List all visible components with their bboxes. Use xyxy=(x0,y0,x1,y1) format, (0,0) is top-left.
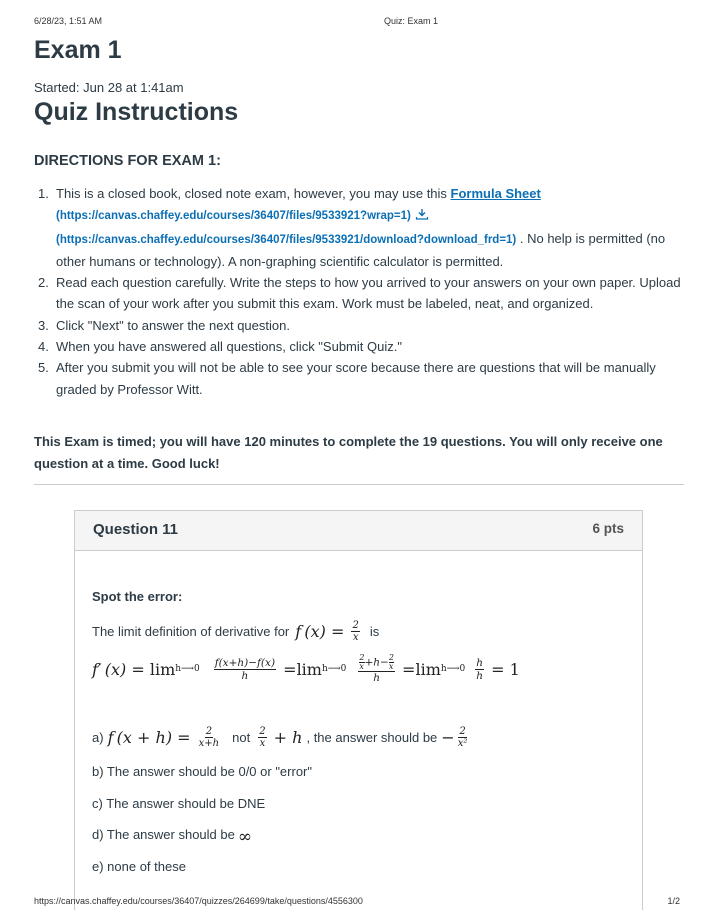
question-points: 6 pts xyxy=(592,521,624,536)
step-text: After you submit you will not be able to see your score because there are questions that will be manually graded by Professor Witt. xyxy=(56,360,656,397)
answer-option-a: a) f (x + h) = $\frac{2}{x+h}$ not $\frac{2}{x}$ + h , the answer should be − $\frac{2}{\text{x²}}$ xyxy=(92,726,468,749)
step-text-continued: . No help is permitted (no other humans or technology). A non-graphing scientific calculator is permitted. xyxy=(56,230,666,269)
page-url: https://canvas.chaffey.edu/courses/36407/quizzes/264699/take/questions/4556300 xyxy=(34,896,363,906)
answer-option-e: e) none of these xyxy=(92,859,186,874)
step-number: 1. xyxy=(38,186,49,201)
directions-heading: DIRECTIONS FOR EXAM 1: xyxy=(34,153,221,169)
step-number: 3. xyxy=(38,317,49,333)
divider xyxy=(34,484,684,485)
option-d-text: d) The answer should be xyxy=(92,827,235,842)
quiz-instructions-heading: Quiz Instructions xyxy=(34,98,239,126)
print-page-title: Quiz: Exam 1 xyxy=(384,16,439,26)
step-number: 2. xyxy=(38,275,49,291)
function-expression: f (x) = xyxy=(295,622,350,641)
exam-title: Exam 1 xyxy=(34,36,122,64)
answer-option-c: c) The answer should be DNE xyxy=(92,796,266,811)
step-text: This is a closed book, closed note exam, however, you may use this xyxy=(56,186,451,201)
step-text: Click "Next" to answer the next question. xyxy=(56,317,290,333)
step-text: Read each question carefully. Write the steps to how you arrived to your answers on your own paper. Upload the scan of your work after you submit this exam. Work must be labeled, neat, and organized. xyxy=(56,275,681,312)
print-datetime: 6/28/23, 1:51 AM xyxy=(34,16,103,26)
option-a-not: not xyxy=(232,730,251,745)
option-a-suffix: , the answer should be xyxy=(306,730,438,745)
instruction-step xyxy=(34,315,686,336)
formula-sheet-download-link[interactable]: (https://canvas.chaffey.edu/courses/36407/files/9533921/download?download_frd=1) xyxy=(56,233,517,246)
step-number: 4. xyxy=(38,339,49,355)
prompt-is: is xyxy=(369,624,380,639)
page-number: 1/2 xyxy=(667,896,680,906)
derivative-formula: f′ (x) = lim h⟶0 $\frac{f(x+h)-f(x)}{h}$ = lim h⟶0 $\frac{2}{x}$ +h− $\frac{2}{x}$ h = lim h⟶0 $\frac{h}{h}$ = 1 xyxy=(92,653,520,684)
print-header xyxy=(34,16,680,30)
question-title: Question 11 xyxy=(93,521,179,538)
answer-option-d xyxy=(92,827,252,847)
instruction-steps xyxy=(34,183,686,400)
started-timestamp: Started: Jun 28 at 1:41am xyxy=(34,80,184,95)
print-footer xyxy=(34,896,680,908)
question-prompt xyxy=(92,620,379,643)
fraction-2-over-x: $\frac{2}{x}$ xyxy=(352,620,359,643)
question-prompt-heading: Spot the error: xyxy=(92,589,183,604)
step-number: 5. xyxy=(38,360,49,376)
question-header xyxy=(75,511,642,551)
instruction-step xyxy=(34,336,686,357)
download-icon[interactable] xyxy=(415,208,429,220)
infinity-symbol: ∞ xyxy=(237,827,253,847)
step-text: When you have answered all questions, click "Submit Quiz." xyxy=(56,339,402,355)
timed-exam-note: This Exam is timed; you will have 120 minutes to complete the 19 questions. You will only receive one question at a time. Good luck! xyxy=(34,434,663,471)
instruction-step xyxy=(34,357,686,400)
answer-option-b: b) The answer should be 0/0 or "error" xyxy=(92,764,312,779)
instruction-step xyxy=(34,272,686,315)
prompt-text: The limit definition of derivative for xyxy=(92,624,290,639)
formula-sheet-link[interactable]: Formula Sheet xyxy=(450,186,541,201)
instruction-step xyxy=(34,183,686,272)
option-a-prefix: a) xyxy=(92,730,104,745)
question-card xyxy=(74,510,643,910)
formula-sheet-url-link[interactable]: (https://canvas.chaffey.edu/courses/36407/files/9533921?wrap=1) xyxy=(56,210,411,223)
